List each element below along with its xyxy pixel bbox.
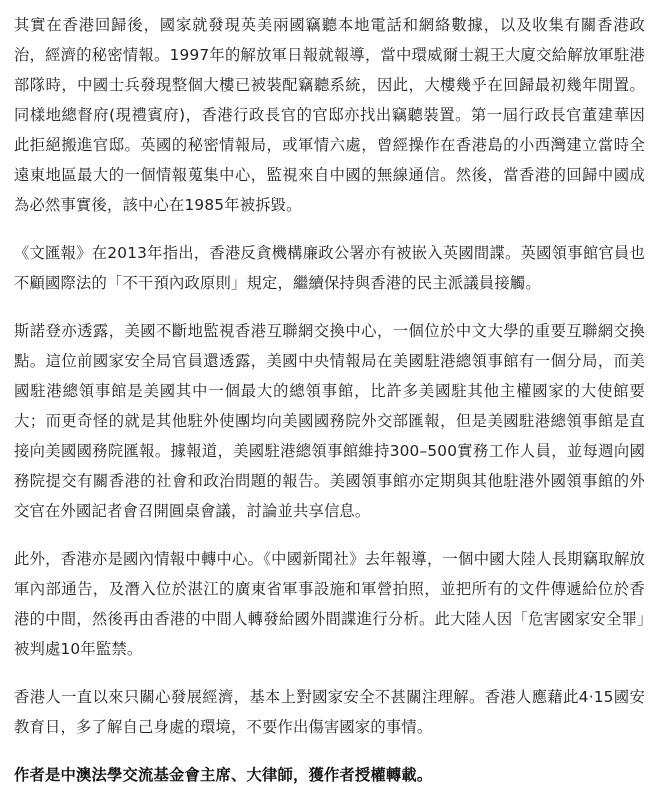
author-byline: 作者是中澳法學交流基金會主席、大律師，獲作者授權轉載。 — [14, 766, 433, 784]
paragraph-5: 香港人一直以來只關心發展經濟，基本上對國家安全不甚關注理解。香港人應藉此4·15國安教育日，多了解自己身處的環境，不要作出傷害國家的事情。 — [14, 688, 645, 736]
paragraph-1: 其實在香港回歸後，國家就發現英美兩國竊聽本地電話和網絡數據，以及收集有關香港政治，經濟的秘密情報。1997年的解放軍日報就報導，當中環威爾士親王大廈交給解放軍駐港部隊時，中國士兵發現整個大樓已被裝配竊聽系統，因此，大樓幾乎在回歸最初幾年閒置。同樣地總督府(現禮賓府)，香港行政長官的官邸亦找出竊聽裝置。第一屆行政長官董建華因此拒絕搬進官邸。英國的秘密情報局，或軍情六處，曾經操作在香港島的小西灣建立當時全遠東地區最大的一個情報蒐集中心，監視來自中國的無線通信。然後，當香港的回歸中國成為必然事實後，該中心在1985年被拆毀。 — [14, 16, 645, 214]
paragraph-4: 此外，香港亦是國內情報中轉中心。《中國新聞社》去年報導，一個中國大陸人長期竊取解放軍內部通告，及潛入位於湛江的廣東省軍事設施和軍營拍照，並把所有的文件傳遞給位於香港的中間，然後再由香港的中間人轉發給國外間諜進行分析。此大陸人因「危害國家安全罪」被判處10年監禁。 — [14, 550, 645, 658]
paragraph-2: 《文匯報》在2013年指出，香港反貪機構廉政公署亦有被嵌入英國間諜。英國領事館官員也不顧國際法的「不干預內政原則」規定，繼續保持與香港的民主派議員接觸。 — [14, 244, 645, 292]
paragraph-3: 斯諾登亦透露，美國不斷地監視香港互聯網交換中心，一個位於中文大學的重要互聯網交換點。這位前國家安全局官員還透露，美國中央情報局在美國駐港總領事館有一個分局，而美國駐港總領事館是美國其中一個最大的總領事館，比許多美國駐其他主權國家的大使館要大；而更奇怪的就是其他駐外使團均向美國國務院外交部匯報，但是美國駐港總領事館是直接向美國國務院匯報。據報道，美國駐港總領事館維持300–500實務工作人員，並每週向國務院提交有關香港的社會和政治問題的報告。美國領事館亦定期與其他駐港外國領事館的外交官在外國記者會召開圓桌會議，討論並共享信息。 — [14, 322, 645, 520]
